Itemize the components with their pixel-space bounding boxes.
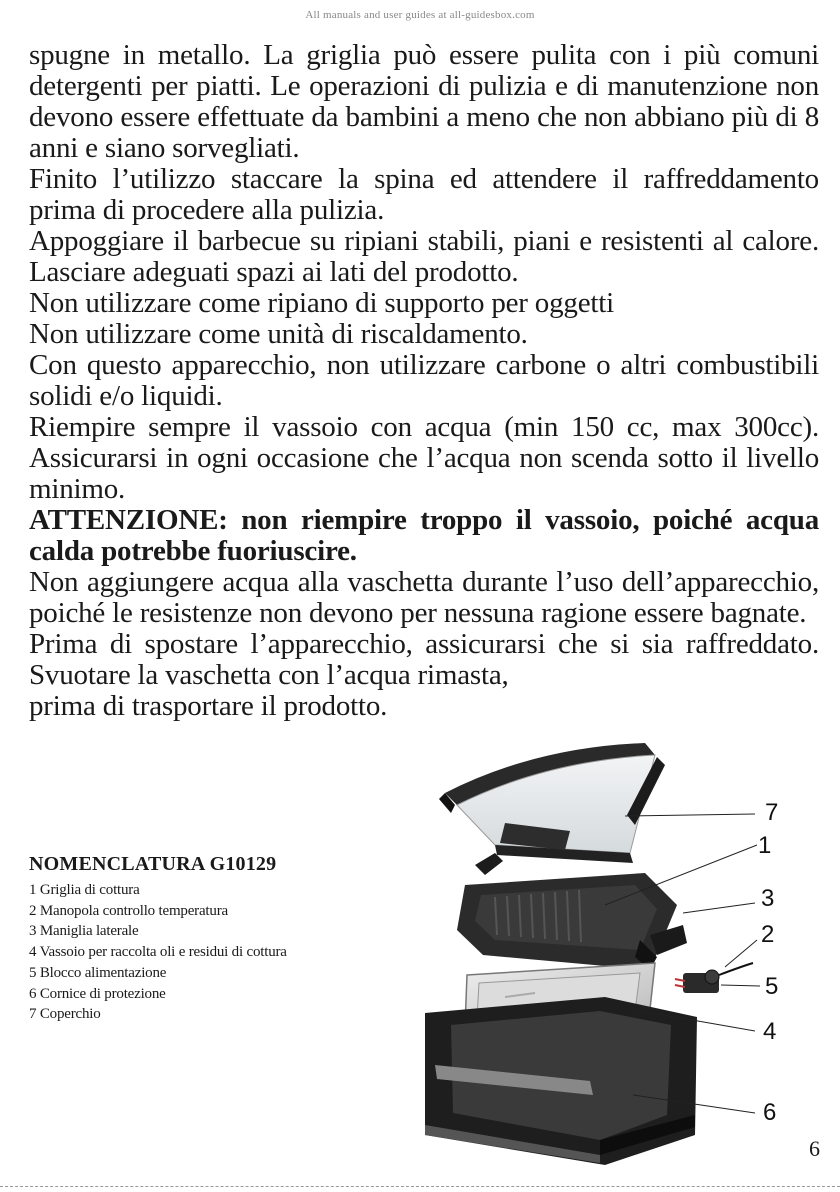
warning-text: ATTENZIONE: non riempire troppo il vassoio, poiché acqua calda potrebbe fuoriuscire. [29, 504, 819, 567]
exploded-grill-diagram [395, 735, 795, 1165]
callout-label: 1 [758, 832, 772, 859]
lid-part [439, 743, 665, 863]
power-block-part [675, 963, 753, 993]
paragraph: Appoggiare il barbecue su ripiani stabili, piani e resistenti al calore. Lasciare adeguati spazi ai lati del prodotto. [29, 225, 819, 288]
callout-label: 5 [765, 973, 779, 1000]
nomenclature-item: 3 Maniglia laterale [29, 923, 139, 940]
callout-label: 6 [763, 1099, 777, 1126]
watermark: All manuals and user guides at all-guidesbox.com [305, 9, 535, 21]
paragraph: Riempire sempre il vassoio con acqua (min 150 cc, max 300cc). Assicurarsi in ogni occasione che l’acqua non scenda sotto il livello minimo. [29, 411, 819, 505]
page-number: 6 [809, 1136, 820, 1161]
nomenclature-item: 1 Griglia di cottura [29, 882, 140, 898]
paragraph: Con questo apparecchio, non utilizzare carbone o altri combustibili solidi e/o liquidi. [29, 349, 819, 412]
nomenclature [29, 853, 389, 1025]
paragraph: Finito l’utilizzo staccare la spina ed attendere il raffreddamento prima di procedere alla pulizia. [29, 163, 819, 226]
callout-label: 4 [763, 1018, 777, 1045]
grill-plate-part [457, 853, 687, 970]
nomenclature-item: 6 Cornice di protezione [29, 985, 166, 1002]
body-text [29, 40, 819, 722]
paragraph: Non utilizzare come ripiano di supporto per oggetti [29, 287, 614, 319]
nomenclature-item: 2 Manopola controllo temperatura [29, 902, 228, 919]
nomenclature-item: 5 Blocco alimentazione [29, 964, 167, 981]
callout-label: 7 [765, 799, 779, 826]
paragraph: prima di trasportare il prodotto. [29, 690, 388, 722]
paragraph: spugne in metallo. La griglia può essere pulita con i più comuni detergenti per piatti. Le operazioni di pulizia e di manutenzione non devono essere effettuate da bambini a meno che non abbiano più di 8 anni e siano sorvegliati. [29, 39, 819, 164]
bottom-rule [0, 1186, 840, 1187]
paragraph: Non utilizzare come unità di riscaldamento. [29, 318, 528, 350]
grill-illustration [395, 735, 795, 1165]
paragraph: Prima di spostare l’apparecchio, assicurarsi che si sia raffreddato. Svuotare la vaschetta con l’acqua rimasta, [29, 628, 819, 691]
paragraph: Non aggiungere acqua alla vaschetta durante l’uso dell’apparecchio, poiché le resistenze non devono per nessuna ragione essere bagnate. [29, 566, 819, 629]
nomenclature-list [29, 880, 389, 1025]
callout-label: 3 [761, 885, 775, 912]
nomenclature-title: NOMENCLATURA G10129 [29, 853, 277, 875]
protection-frame-part [425, 997, 697, 1165]
nomenclature-item: 7 Coperchio [29, 1006, 101, 1023]
callout-label: 2 [761, 921, 775, 948]
nomenclature-item: 4 Vassoio per raccolta oli e residui di cottura [29, 944, 287, 961]
